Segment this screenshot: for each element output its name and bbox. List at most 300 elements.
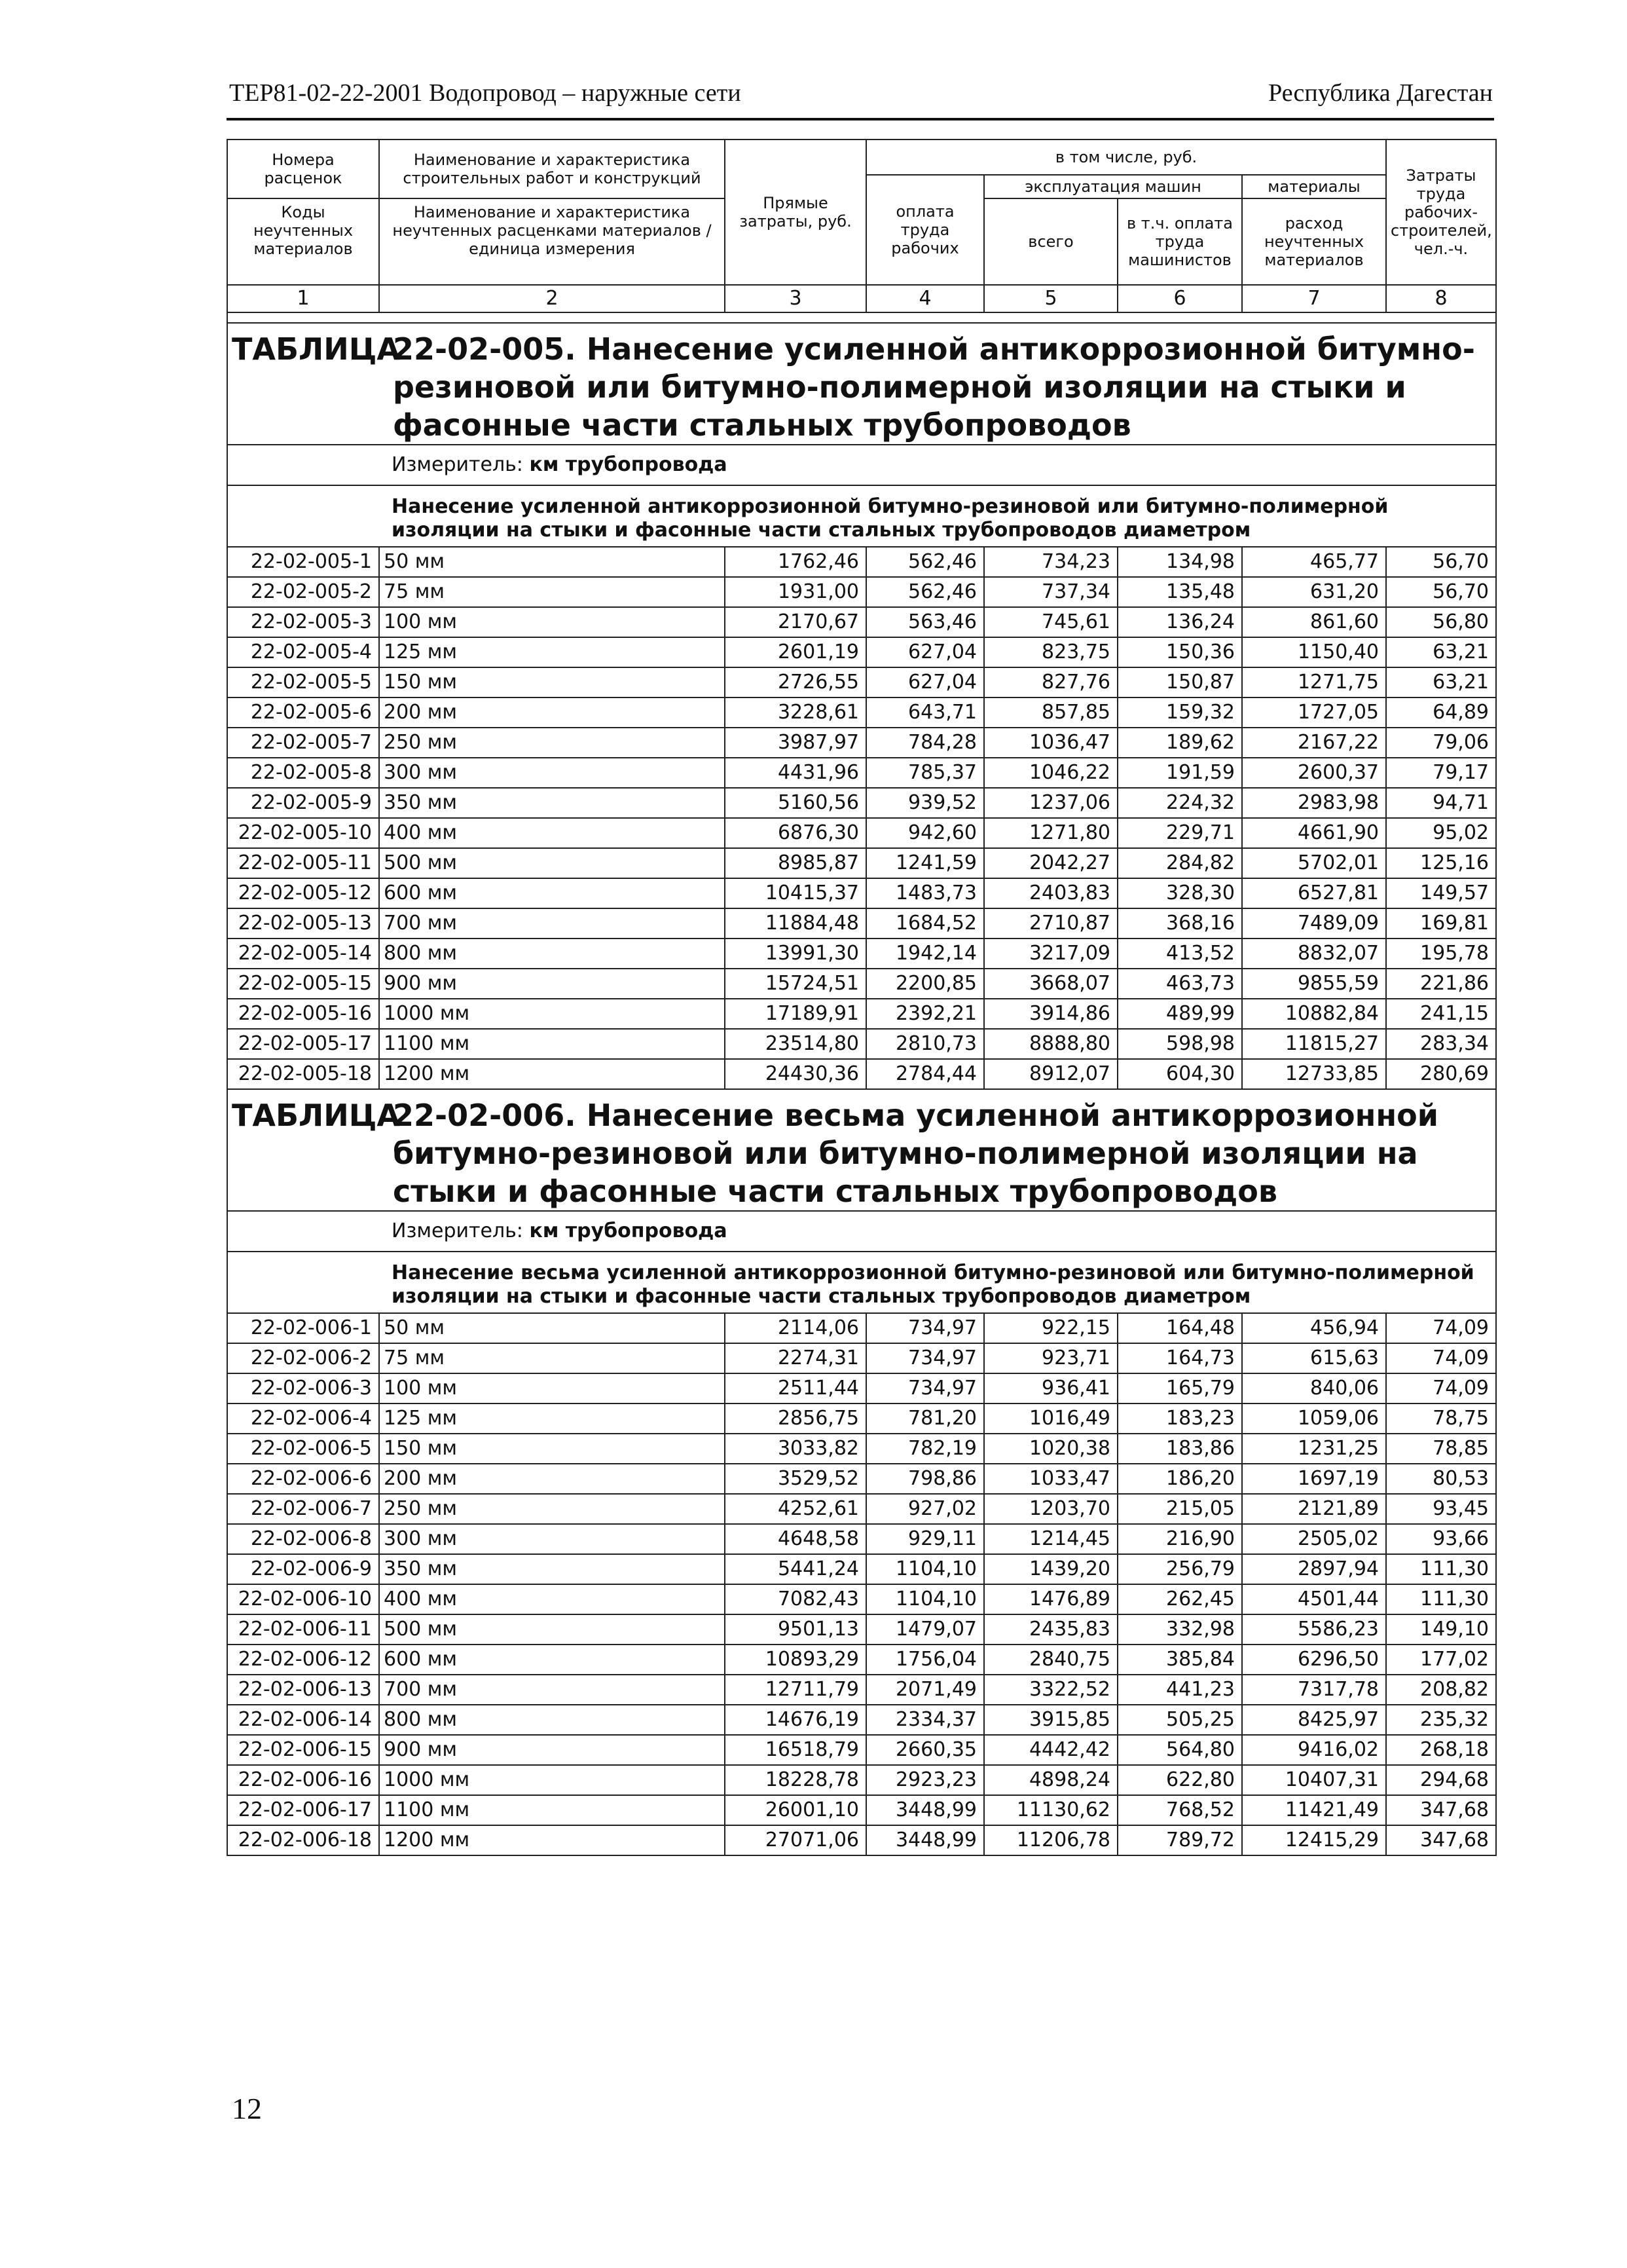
pipe-diameter-cell: 1200 мм [379, 1059, 725, 1089]
machinist-wages-cell: 789,72 [1118, 1825, 1242, 1855]
machinist-wages-cell: 598,98 [1118, 1029, 1242, 1059]
table-row [227, 697, 1496, 728]
material-consumption-cell: 861,60 [1242, 607, 1386, 637]
worker-wages-cell: 562,46 [866, 577, 984, 607]
labor-costs-cell: 63,21 [1386, 667, 1496, 697]
material-consumption-cell: 1271,75 [1242, 667, 1386, 697]
table-title [227, 323, 1496, 445]
machinist-wages-cell: 150,87 [1118, 667, 1242, 697]
labor-costs-cell: 111,30 [1386, 1554, 1496, 1584]
header-including-group: в том числе, руб. [866, 139, 1386, 175]
pipe-diameter-cell: 1200 мм [379, 1825, 725, 1855]
labor-costs-cell: 221,86 [1386, 969, 1496, 999]
direct-costs-cell: 2274,31 [725, 1343, 866, 1373]
measure-unit [227, 1211, 1496, 1252]
worker-wages-cell: 643,71 [866, 697, 984, 728]
machines-total-cell: 1203,70 [984, 1494, 1118, 1524]
table-label: ТАБЛИЦА [232, 1098, 401, 1133]
measure-label: Измеритель: [392, 1219, 523, 1242]
table-subtitle: Нанесение усиленной антикоррозионной битумно-резиновой или битумно-полимерной изоляции на стыки и фасонные части стальных трубопроводов диаметром [227, 485, 1496, 547]
pipe-diameter-cell: 700 мм [379, 908, 725, 939]
worker-wages-cell: 1479,07 [866, 1614, 984, 1645]
machines-total-cell: 11206,78 [984, 1825, 1118, 1855]
rate-code-cell: 22-02-005-14 [227, 939, 379, 969]
worker-wages-cell: 1684,52 [866, 908, 984, 939]
direct-costs-cell: 18228,78 [725, 1765, 866, 1795]
machinist-wages-cell: 368,16 [1118, 908, 1242, 939]
table-row [227, 908, 1496, 939]
machines-total-cell: 1033,47 [984, 1464, 1118, 1494]
table-row [227, 1494, 1496, 1524]
table-row [227, 758, 1496, 788]
machines-total-cell: 3217,09 [984, 939, 1118, 969]
worker-wages-cell: 781,20 [866, 1404, 984, 1434]
pipe-diameter-cell: 350 мм [379, 788, 725, 818]
worker-wages-cell: 939,52 [866, 788, 984, 818]
table-title-text [393, 1096, 1491, 1210]
direct-costs-cell: 16518,79 [725, 1735, 866, 1765]
labor-costs-cell: 169,81 [1386, 908, 1496, 939]
table-row [227, 1029, 1496, 1059]
pipe-diameter-cell: 50 мм [379, 1313, 725, 1343]
material-consumption-cell: 1231,25 [1242, 1434, 1386, 1464]
pipe-diameter-cell: 900 мм [379, 969, 725, 999]
direct-costs-cell: 2511,44 [725, 1373, 866, 1404]
table-title-grid [232, 330, 1491, 444]
direct-costs-cell: 3987,97 [725, 728, 866, 758]
table-number: 22-02-006. [393, 1098, 576, 1133]
worker-wages-cell: 734,97 [866, 1343, 984, 1373]
machines-total-cell: 1020,38 [984, 1434, 1118, 1464]
direct-costs-cell: 6876,30 [725, 818, 866, 848]
rate-code-cell: 22-02-005-9 [227, 788, 379, 818]
pipe-diameter-cell: 50 мм [379, 547, 725, 577]
machines-total-cell: 3322,52 [984, 1675, 1118, 1705]
region-name: Республика Дагестан [1268, 79, 1493, 107]
machinist-wages-cell: 441,23 [1118, 1675, 1242, 1705]
direct-costs-cell: 5160,56 [725, 788, 866, 818]
machinist-wages-cell: 150,36 [1118, 637, 1242, 667]
material-consumption-cell: 2600,37 [1242, 758, 1386, 788]
machines-total-cell: 4898,24 [984, 1765, 1118, 1795]
pipe-diameter-cell: 100 мм [379, 1373, 725, 1404]
material-consumption-cell: 1150,40 [1242, 637, 1386, 667]
table-row [227, 818, 1496, 848]
direct-costs-cell: 2601,19 [725, 637, 866, 667]
direct-costs-cell: 14676,19 [725, 1705, 866, 1735]
table-row [227, 667, 1496, 697]
worker-wages-cell: 1942,14 [866, 939, 984, 969]
machinist-wages-cell: 136,24 [1118, 607, 1242, 637]
machinist-wages-cell: 159,32 [1118, 697, 1242, 728]
machines-total-cell: 1046,22 [984, 758, 1118, 788]
machinist-wages-cell: 191,59 [1118, 758, 1242, 788]
worker-wages-cell: 2200,85 [866, 969, 984, 999]
pipe-diameter-cell: 1000 мм [379, 999, 725, 1029]
direct-costs-cell: 10893,29 [725, 1645, 866, 1675]
pipe-diameter-cell: 500 мм [379, 1614, 725, 1645]
table-row [227, 1705, 1496, 1735]
labor-costs-cell: 268,18 [1386, 1735, 1496, 1765]
machinist-wages-cell: 164,48 [1118, 1313, 1242, 1343]
machinist-wages-cell: 164,73 [1118, 1343, 1242, 1373]
labor-costs-cell: 63,21 [1386, 637, 1496, 667]
worker-wages-cell: 2392,21 [866, 999, 984, 1029]
direct-costs-cell: 27071,06 [725, 1825, 866, 1855]
machines-total-cell: 1214,45 [984, 1524, 1118, 1554]
rate-code-cell: 22-02-006-17 [227, 1795, 379, 1825]
worker-wages-cell: 627,04 [866, 637, 984, 667]
worker-wages-cell: 3448,99 [866, 1795, 984, 1825]
machinist-wages-cell: 564,80 [1118, 1735, 1242, 1765]
pipe-diameter-cell: 600 мм [379, 1645, 725, 1675]
labor-costs-cell: 149,57 [1386, 878, 1496, 908]
machinist-wages-cell: 216,90 [1118, 1524, 1242, 1554]
header-machinist-wages: в т.ч. оплата труда машинистов [1118, 198, 1242, 285]
worker-wages-cell: 734,97 [866, 1373, 984, 1404]
rate-code-cell: 22-02-006-11 [227, 1614, 379, 1645]
worker-wages-cell: 1483,73 [866, 878, 984, 908]
rate-code-cell: 22-02-005-7 [227, 728, 379, 758]
header-labor-costs: Затраты труда рабочих-строителей, чел.-ч. [1386, 139, 1496, 285]
direct-costs-cell: 12711,79 [725, 1675, 866, 1705]
rate-code-cell: 22-02-006-13 [227, 1675, 379, 1705]
pipe-diameter-cell: 75 мм [379, 1343, 725, 1373]
table-number: 22-02-005. [393, 331, 576, 367]
rate-code-cell: 22-02-006-5 [227, 1434, 379, 1464]
machines-total-cell: 734,23 [984, 547, 1118, 577]
machines-total-cell: 857,85 [984, 697, 1118, 728]
rate-code-cell: 22-02-005-18 [227, 1059, 379, 1089]
material-consumption-cell: 9416,02 [1242, 1735, 1386, 1765]
machines-total-cell: 1271,80 [984, 818, 1118, 848]
labor-costs-cell: 78,75 [1386, 1404, 1496, 1434]
pipe-diameter-cell: 800 мм [379, 939, 725, 969]
labor-costs-cell: 74,09 [1386, 1343, 1496, 1373]
measure-row [227, 1211, 1496, 1252]
direct-costs-cell: 8985,87 [725, 848, 866, 878]
table-row [227, 969, 1496, 999]
pipe-diameter-cell: 400 мм [379, 1584, 725, 1614]
table-title-grid [232, 1096, 1491, 1210]
material-consumption-cell: 4501,44 [1242, 1584, 1386, 1614]
subtitle-row [227, 1252, 1496, 1313]
material-consumption-cell: 1697,19 [1242, 1464, 1386, 1494]
worker-wages-cell: 1756,04 [866, 1645, 984, 1675]
labor-costs-cell: 93,66 [1386, 1524, 1496, 1554]
material-consumption-cell: 9855,59 [1242, 969, 1386, 999]
worker-wages-cell: 2923,23 [866, 1765, 984, 1795]
table-row [227, 1735, 1496, 1765]
table-row [227, 878, 1496, 908]
rate-code-cell: 22-02-005-3 [227, 607, 379, 637]
header-spacer [227, 312, 1496, 323]
rate-code-cell: 22-02-006-1 [227, 1313, 379, 1343]
table-heading: Нанесение весьма усиленной антикоррозионной битумно-резиновой или битумно-полимерной изоляции на стыки и фасонные части стальных трубопроводов [393, 1098, 1439, 1209]
pipe-diameter-cell: 100 мм [379, 607, 725, 637]
machines-total-cell: 1476,89 [984, 1584, 1118, 1614]
measure-row [227, 445, 1496, 485]
machines-total-cell: 745,61 [984, 607, 1118, 637]
labor-costs-cell: 80,53 [1386, 1464, 1496, 1494]
worker-wages-cell: 798,86 [866, 1464, 984, 1494]
labor-costs-cell: 64,89 [1386, 697, 1496, 728]
worker-wages-cell: 563,46 [866, 607, 984, 637]
direct-costs-cell: 1931,00 [725, 577, 866, 607]
material-consumption-cell: 615,63 [1242, 1343, 1386, 1373]
table-title-row [227, 1089, 1496, 1211]
machinist-wages-cell: 134,98 [1118, 547, 1242, 577]
direct-costs-cell: 4431,96 [725, 758, 866, 788]
labor-costs-cell: 95,02 [1386, 818, 1496, 848]
rate-code-cell: 22-02-006-18 [227, 1825, 379, 1855]
header-work-name: Наименование и характеристика строительных работ и конструкций [379, 139, 725, 198]
direct-costs-cell: 7082,43 [725, 1584, 866, 1614]
rate-code-cell: 22-02-005-10 [227, 818, 379, 848]
machines-total-cell: 4442,42 [984, 1735, 1118, 1765]
direct-costs-cell: 13991,30 [725, 939, 866, 969]
header-material-name: Наименование и характеристика неучтенных расценками материалов / единица измерения [379, 198, 725, 285]
labor-costs-cell: 280,69 [1386, 1059, 1496, 1089]
rates-table [227, 139, 1497, 1856]
pipe-diameter-cell: 600 мм [379, 878, 725, 908]
material-consumption-cell: 2983,98 [1242, 788, 1386, 818]
machines-total-cell: 936,41 [984, 1373, 1118, 1404]
material-consumption-cell: 12733,85 [1242, 1059, 1386, 1089]
page-number: 12 [232, 2092, 262, 2125]
labor-costs-cell: 93,45 [1386, 1494, 1496, 1524]
header-machine-operation-group: эксплуатация машин [984, 175, 1242, 198]
machinist-wages-cell: 604,30 [1118, 1059, 1242, 1089]
material-consumption-cell: 12415,29 [1242, 1825, 1386, 1855]
machinist-wages-cell: 385,84 [1118, 1645, 1242, 1675]
direct-costs-cell: 3033,82 [725, 1434, 866, 1464]
header-material-codes: Коды неучтенных материалов [227, 198, 379, 285]
machines-total-cell: 3914,86 [984, 999, 1118, 1029]
machines-total-cell: 2710,87 [984, 908, 1118, 939]
labor-costs-cell: 125,16 [1386, 848, 1496, 878]
column-number: 3 [725, 285, 866, 312]
direct-costs-cell: 2114,06 [725, 1313, 866, 1343]
worker-wages-cell: 2334,37 [866, 1705, 984, 1735]
pipe-diameter-cell: 300 мм [379, 1524, 725, 1554]
machines-total-cell: 8888,80 [984, 1029, 1118, 1059]
material-consumption-cell: 631,20 [1242, 577, 1386, 607]
machinist-wages-cell: 262,45 [1118, 1584, 1242, 1614]
pipe-diameter-cell: 125 мм [379, 637, 725, 667]
table-row [227, 1524, 1496, 1554]
worker-wages-cell: 782,19 [866, 1434, 984, 1464]
material-consumption-cell: 2121,89 [1242, 1494, 1386, 1524]
direct-costs-cell: 23514,80 [725, 1029, 866, 1059]
machines-total-cell: 823,75 [984, 637, 1118, 667]
table-row [227, 939, 1496, 969]
rate-code-cell: 22-02-006-15 [227, 1735, 379, 1765]
column-number: 2 [379, 285, 725, 312]
direct-costs-cell: 15724,51 [725, 969, 866, 999]
machinist-wages-cell: 505,25 [1118, 1705, 1242, 1735]
labor-costs-cell: 208,82 [1386, 1675, 1496, 1705]
pipe-diameter-cell: 400 мм [379, 818, 725, 848]
subtitle-row [227, 485, 1496, 547]
material-consumption-cell: 5702,01 [1242, 848, 1386, 878]
material-consumption-cell: 8832,07 [1242, 939, 1386, 969]
machinist-wages-cell: 215,05 [1118, 1494, 1242, 1524]
table-row [227, 1554, 1496, 1584]
column-number: 6 [1118, 285, 1242, 312]
table-row [227, 1675, 1496, 1705]
pipe-diameter-cell: 350 мм [379, 1554, 725, 1584]
machinist-wages-cell: 284,82 [1118, 848, 1242, 878]
measure-value: км трубопровода [529, 1219, 727, 1242]
machinist-wages-cell: 622,80 [1118, 1765, 1242, 1795]
rate-code-cell: 22-02-006-12 [227, 1645, 379, 1675]
pipe-diameter-cell: 200 мм [379, 697, 725, 728]
machines-total-cell: 1016,49 [984, 1404, 1118, 1434]
machinist-wages-cell: 165,79 [1118, 1373, 1242, 1404]
table-row [227, 999, 1496, 1029]
worker-wages-cell: 627,04 [866, 667, 984, 697]
direct-costs-cell: 5441,24 [725, 1554, 866, 1584]
worker-wages-cell: 784,28 [866, 728, 984, 758]
column-number: 8 [1386, 285, 1496, 312]
header-rate-numbers: Номера расценок [227, 139, 379, 198]
machinist-wages-cell: 489,99 [1118, 999, 1242, 1029]
labor-costs-cell: 78,85 [1386, 1434, 1496, 1464]
pipe-diameter-cell: 900 мм [379, 1735, 725, 1765]
machines-total-cell: 2403,83 [984, 878, 1118, 908]
table-row [227, 1373, 1496, 1404]
column-number: 1 [227, 285, 379, 312]
pipe-diameter-cell: 800 мм [379, 1705, 725, 1735]
worker-wages-cell: 2810,73 [866, 1029, 984, 1059]
labor-costs-cell: 283,34 [1386, 1029, 1496, 1059]
table-row [227, 788, 1496, 818]
measure-label: Измеритель: [392, 453, 523, 476]
machines-total-cell: 3915,85 [984, 1705, 1118, 1735]
table-row [227, 1584, 1496, 1614]
table-row [227, 1825, 1496, 1855]
pipe-diameter-cell: 1100 мм [379, 1795, 725, 1825]
machinist-wages-cell: 224,32 [1118, 788, 1242, 818]
pipe-diameter-cell: 250 мм [379, 1494, 725, 1524]
machinist-wages-cell: 186,20 [1118, 1464, 1242, 1494]
rate-code-cell: 22-02-005-11 [227, 848, 379, 878]
material-consumption-cell: 2167,22 [1242, 728, 1386, 758]
material-consumption-cell: 840,06 [1242, 1373, 1386, 1404]
direct-costs-cell: 2170,67 [725, 607, 866, 637]
table-row [227, 577, 1496, 607]
labor-costs-cell: 56,70 [1386, 547, 1496, 577]
machinist-wages-cell: 328,30 [1118, 878, 1242, 908]
machines-total-cell: 2840,75 [984, 1645, 1118, 1675]
column-number: 5 [984, 285, 1118, 312]
rate-code-cell: 22-02-005-15 [227, 969, 379, 999]
pipe-diameter-cell: 250 мм [379, 728, 725, 758]
pipe-diameter-cell: 500 мм [379, 848, 725, 878]
machines-total-cell: 737,34 [984, 577, 1118, 607]
table-row [227, 1343, 1496, 1373]
machinist-wages-cell: 463,73 [1118, 969, 1242, 999]
material-consumption-cell: 5586,23 [1242, 1614, 1386, 1645]
machines-total-cell: 11130,62 [984, 1795, 1118, 1825]
material-consumption-cell: 7317,78 [1242, 1675, 1386, 1705]
rate-code-cell: 22-02-006-6 [227, 1464, 379, 1494]
labor-costs-cell: 177,02 [1386, 1645, 1496, 1675]
table-row [227, 1464, 1496, 1494]
table-subtitle: Нанесение весьма усиленной антикоррозионной битумно-резиновой или битумно-полимерной изоляции на стыки и фасонные части стальных трубопроводов диаметром [227, 1252, 1496, 1313]
worker-wages-cell: 2784,44 [866, 1059, 984, 1089]
pipe-diameter-cell: 150 мм [379, 1434, 725, 1464]
header-materials-group: материалы [1242, 175, 1386, 198]
material-consumption-cell: 1727,05 [1242, 697, 1386, 728]
direct-costs-cell: 4648,58 [725, 1524, 866, 1554]
direct-costs-cell: 1762,46 [725, 547, 866, 577]
table-row [227, 1765, 1496, 1795]
material-consumption-cell: 11815,27 [1242, 1029, 1386, 1059]
table-title [227, 1089, 1496, 1211]
table-row [227, 1313, 1496, 1343]
rate-code-cell: 22-02-006-10 [227, 1584, 379, 1614]
table-heading: Нанесение усиленной антикоррозионной битумно-резиновой или битумно-полимерной изоляции на стыки и фасонные части стальных трубопроводов [393, 331, 1475, 443]
labor-costs-cell: 149,10 [1386, 1614, 1496, 1645]
worker-wages-cell: 2660,35 [866, 1735, 984, 1765]
direct-costs-cell: 9501,13 [725, 1614, 866, 1645]
pipe-diameter-cell: 1000 мм [379, 1765, 725, 1795]
machines-total-cell: 3668,07 [984, 969, 1118, 999]
machines-total-cell: 8912,07 [984, 1059, 1118, 1089]
header-direct-costs: Прямые затраты, руб. [725, 139, 866, 285]
worker-wages-cell: 929,11 [866, 1524, 984, 1554]
direct-costs-cell: 2856,75 [725, 1404, 866, 1434]
machines-total-cell: 923,71 [984, 1343, 1118, 1373]
machines-total-cell: 2042,27 [984, 848, 1118, 878]
direct-costs-cell: 17189,91 [725, 999, 866, 1029]
machines-total-cell: 2435,83 [984, 1614, 1118, 1645]
column-number: 4 [866, 285, 984, 312]
rate-code-cell: 22-02-005-5 [227, 667, 379, 697]
machinist-wages-cell: 229,71 [1118, 818, 1242, 848]
direct-costs-cell: 10415,37 [725, 878, 866, 908]
direct-costs-cell: 3529,52 [725, 1464, 866, 1494]
pipe-diameter-cell: 150 мм [379, 667, 725, 697]
pipe-diameter-cell: 75 мм [379, 577, 725, 607]
rate-code-cell: 22-02-005-12 [227, 878, 379, 908]
machines-total-cell: 827,76 [984, 667, 1118, 697]
machinist-wages-cell: 183,23 [1118, 1404, 1242, 1434]
pipe-diameter-cell: 700 мм [379, 1675, 725, 1705]
rate-code-cell: 22-02-005-4 [227, 637, 379, 667]
material-consumption-cell: 1059,06 [1242, 1404, 1386, 1434]
pipe-diameter-cell: 200 мм [379, 1464, 725, 1494]
direct-costs-cell: 24430,36 [725, 1059, 866, 1089]
table-row [227, 1434, 1496, 1464]
rate-code-cell: 22-02-006-16 [227, 1765, 379, 1795]
header-machines-total: всего [984, 198, 1118, 285]
machinist-wages-cell: 189,62 [1118, 728, 1242, 758]
machinist-wages-cell: 413,52 [1118, 939, 1242, 969]
rate-code-cell: 22-02-006-4 [227, 1404, 379, 1434]
direct-costs-cell: 26001,10 [725, 1795, 866, 1825]
header-worker-wages: оплата труда рабочих [866, 175, 984, 285]
rate-code-cell: 22-02-006-7 [227, 1494, 379, 1524]
rate-code-cell: 22-02-005-17 [227, 1029, 379, 1059]
labor-costs-cell: 347,68 [1386, 1795, 1496, 1825]
labor-costs-cell: 79,06 [1386, 728, 1496, 758]
material-consumption-cell: 2505,02 [1242, 1524, 1386, 1554]
direct-costs-cell: 3228,61 [725, 697, 866, 728]
table-row [227, 1645, 1496, 1675]
